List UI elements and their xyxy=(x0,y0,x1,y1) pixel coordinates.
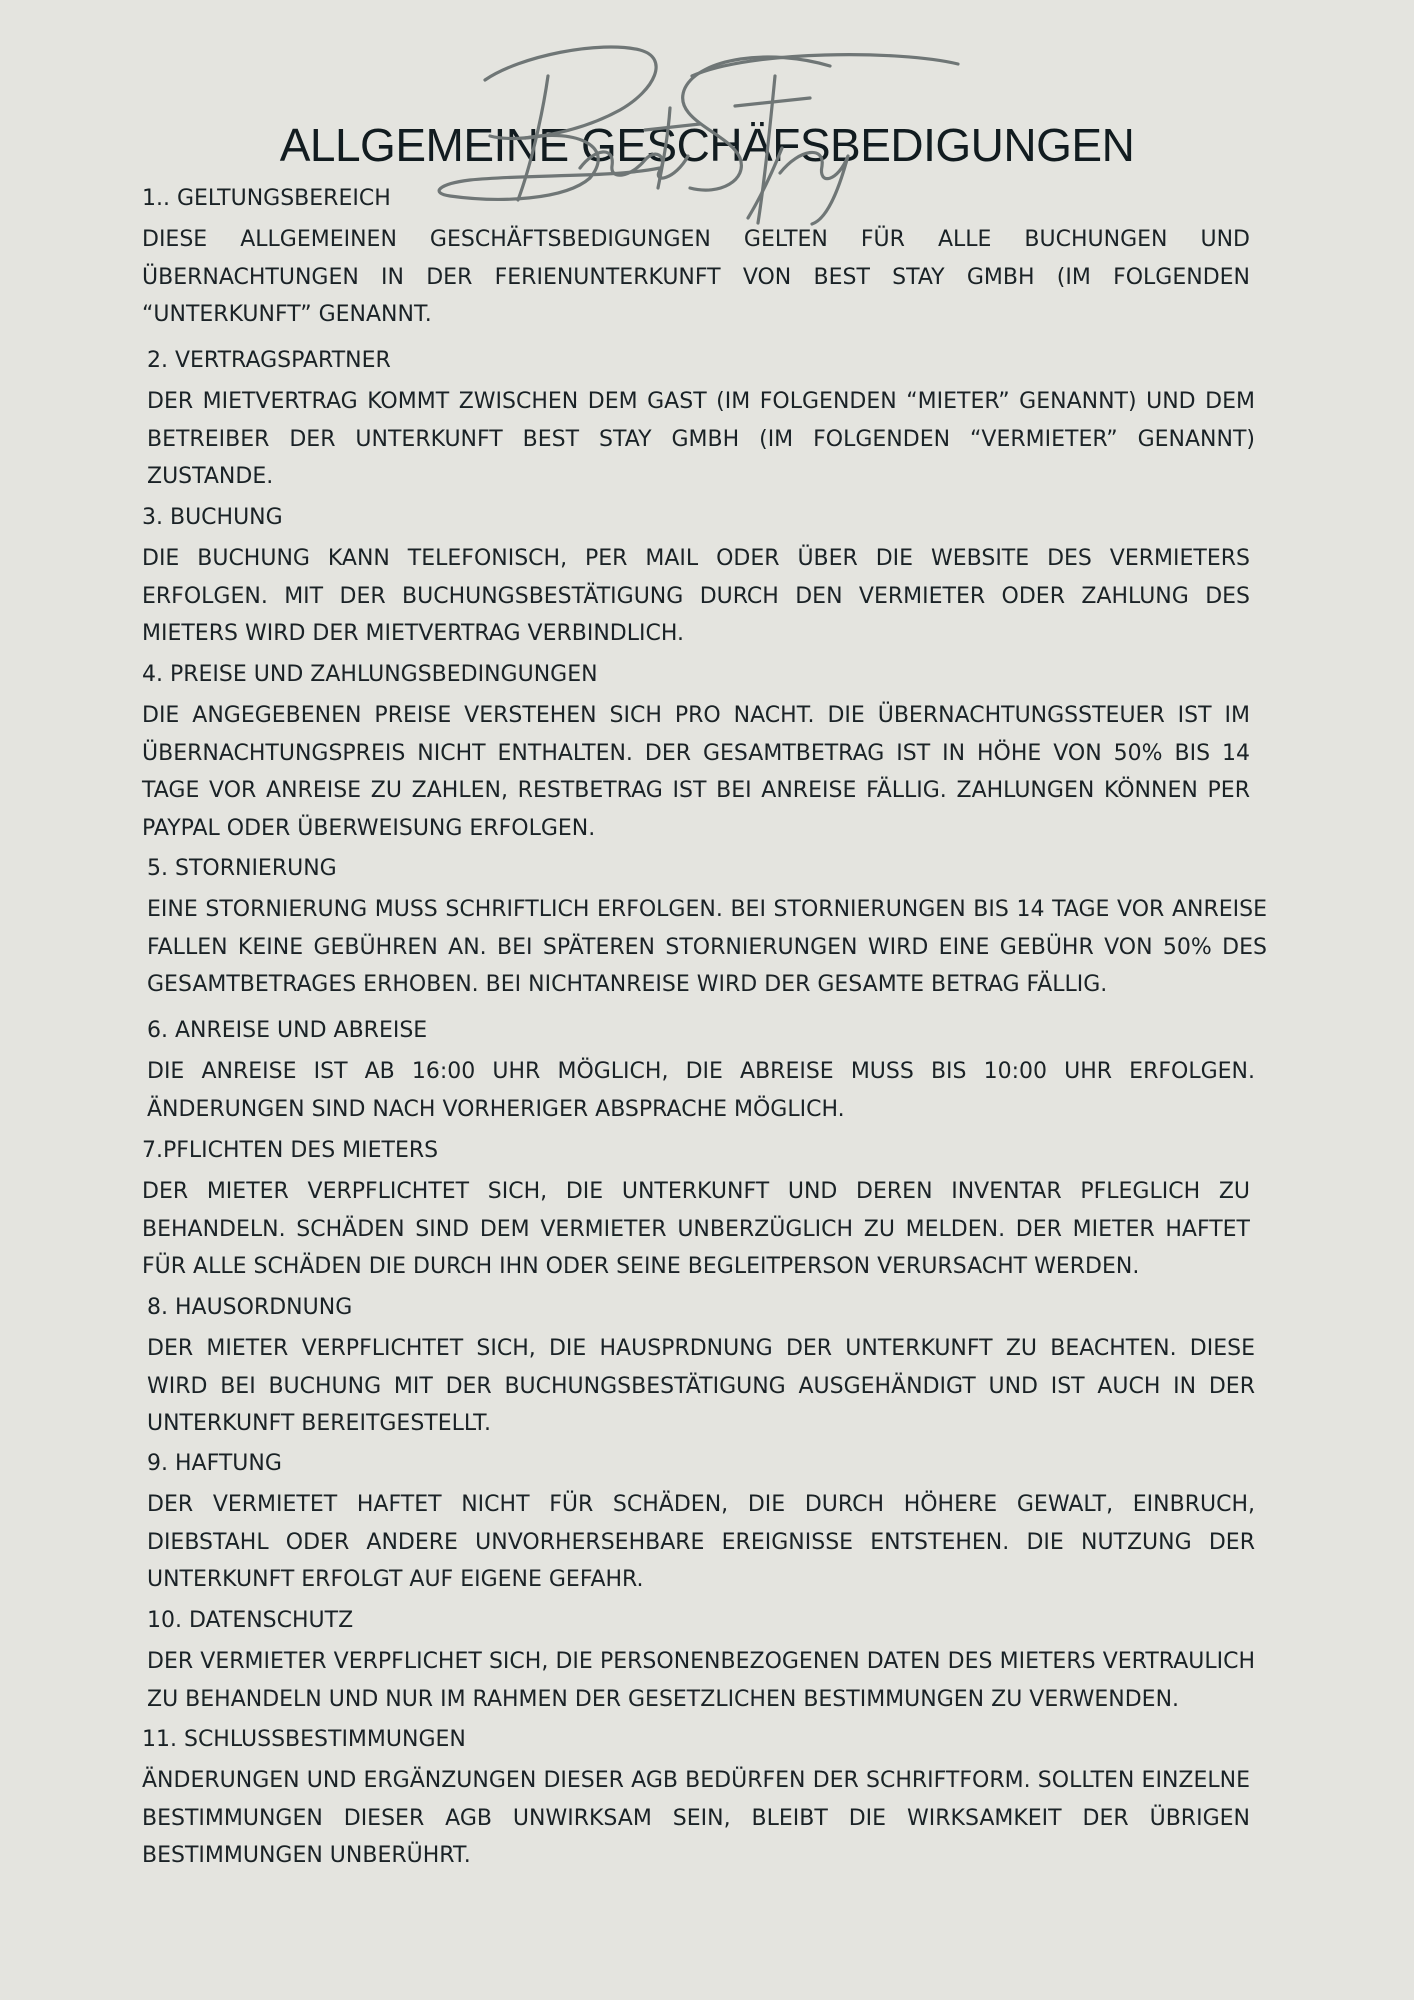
section-body: DIESE ALLGEMEINEN GESCHÄFTSBEDIGUNGEN GELTEN FÜR ALLE BUCHUNGEN UND ÜBERNACHTUNGEN IN DER FERIENUNTERKUNFT VON BEST STAY GMBH (IM FOLGENDEN “UNTERKUNFT” GENANNT. xyxy=(142,227,1250,327)
section-heading: 8. HAUSORDNUNG xyxy=(147,1295,353,1320)
section-body: DER MIETER VERPFLICHTET SICH, DIE HAUSPRDNUNG DER UNTERKUNFT ZU BEACHTEN. DIESE WIRD BEI BUCHUNG MIT DER BUCHUNGSBESTÄTIGUNG AUSGEHÄNDIGT UND IST AUCH IN DER UNTERKUNFT BEREITGESTELLT. xyxy=(147,1336,1255,1436)
section-body: DIE BUCHUNG KANN TELEFONISCH, PER MAIL ODER ÜBER DIE WEBSITE DES VERMIETERS ERFOLGEN. MIT DER BUCHUNGSBESTÄTIGUNG DURCH DEN VERMIETER ODER ZAHLUNG DES MIETERS WIRD DER MIETVERTRAG VERBINDLICH. xyxy=(142,546,1250,646)
section-vertragspartner xyxy=(147,346,1255,496)
section-heading: 1.. GELTUNGSBEREICH xyxy=(142,186,391,211)
section-buchung xyxy=(142,503,1250,653)
section-heading: 5. STORNIERUNG xyxy=(147,856,337,881)
section-heading: 3. BUCHUNG xyxy=(142,505,283,530)
section-heading: 11. SCHLUSSBESTIMMUNGEN xyxy=(142,1727,466,1752)
section-body: EINE STORNIERUNG MUSS SCHRIFTLICH ERFOLGEN. BEI STORNIERUNGEN BIS 14 TAGE VOR ANREISE FALLEN KEINE GEBÜHREN AN. BEI SPÄTEREN STORNIERUNGEN WIRD EINE GEBÜHR VON 50% DES GESAMTBETRAGES ERHOBEN. BEI NICHTANREISE WIRD DER GESAMTE BETRAG FÄLLIG. xyxy=(147,897,1267,997)
section-heading: 6. ANREISE UND ABREISE xyxy=(147,1018,428,1043)
section-body: DER VERMIETET HAFTET NICHT FÜR SCHÄDEN, DIE DURCH HÖHERE GEWALT, EINBRUCH, DIEBSTAHL ODER ANDERE UNVORHERSEHBARE EREIGNISSE ENTSTEHEN. DIE NUTZUNG DER UNTERKUNFT ERFOLGT AUF EIGENE GEFAHR. xyxy=(147,1492,1255,1592)
section-heading: 7.PFLICHTEN DES MIETERS xyxy=(142,1138,439,1163)
section-datenschutz xyxy=(147,1606,1255,1718)
document-title: ALLGEMEINE GESCHÄFSBEDIGUNGEN xyxy=(279,119,1135,171)
section-anreise-und-abreise xyxy=(147,1016,1255,1128)
section-body: DER MIETER VERPFLICHTET SICH, DIE UNTERKUNFT UND DEREN INVENTAR PFLEGLICH ZU BEHANDELN. SCHÄDEN SIND DEM VERMIETER UNBERZÜGLICH ZU MELDEN. DER MIETER HAFTET FÜR ALLE SCHÄDEN DIE DURCH IHN ODER SEINE BEGLEITPERSON VERURSACHT WERDEN. xyxy=(142,1179,1250,1279)
section-body: DER MIETVERTRAG KOMMT ZWISCHEN DEM GAST (IM FOLGENDEN “MIETER” GENANNT) UND DEM BETREIBER DER UNTERKUNFT BEST STAY GMBH (IM FOLGENDEN “VERMIETER” GENANNT) ZUSTANDE. xyxy=(147,389,1255,489)
section-body: DER VERMIETER VERPFLICHET SICH, DIE PERSONENBEZOGENEN DATEN DES MIETERS VERTRAULICH ZU BEHANDELN UND NUR IM RAHMEN DER GESETZLICHEN BESTIMMUNGEN ZU VERWENDEN. xyxy=(147,1649,1255,1712)
section-pflichten-des-mieters xyxy=(142,1136,1250,1286)
section-heading: 9. HAFTUNG xyxy=(147,1451,282,1476)
section-heading: 2. VERTRAGSPARTNER xyxy=(147,348,391,373)
section-body: DIE ANREISE IST AB 16:00 UHR MÖGLICH, DIE ABREISE MUSS BIS 10:00 UHR ERFOLGEN. ÄNDERUNGEN SIND NACH VORHERIGER ABSPRACHE MÖGLICH. xyxy=(147,1059,1255,1122)
section-heading: 4. PREISE UND ZAHLUNGSBEDINGUNGEN xyxy=(142,662,598,687)
section-body: ÄNDERUNGEN UND ERGÄNZUNGEN DIESER AGB BEDÜRFEN DER SCHRIFTFORM. SOLLTEN EINZELNE BESTIMMUNGEN DIESER AGB UNWIRKSAM SEIN, BLEIBT DIE WIRKSAMKEIT DER ÜBRIGEN BESTIMMUNGEN UNBERÜHRT. xyxy=(142,1768,1250,1868)
section-schlussbestimmungen xyxy=(142,1725,1250,1875)
section-haftung xyxy=(147,1449,1255,1599)
section-heading: 10. DATENSCHUTZ xyxy=(147,1608,354,1633)
section-geltungsbereich xyxy=(142,184,1250,334)
section-hausordnung xyxy=(147,1293,1255,1443)
section-body: DIE ANGEGEBENEN PREISE VERSTEHEN SICH PRO NACHT. DIE ÜBERNACHTUNGSSTEUER IST IM ÜBERNACHTUNGSPREIS NICHT ENTHALTEN. DER GESAMTBETRAG IST IN HÖHE VON 50% BIS 14 TAGE VOR ANREISE ZU ZAHLEN, RESTBETRAG IST BEI ANREISE FÄLLIG. ZAHLUNGEN KÖNNEN PER PAYPAL ODER ÜBERWEISUNG ERFOLGEN. xyxy=(142,703,1250,841)
section-preise-und-zahlungsbedingungen xyxy=(142,660,1250,847)
section-stornierung xyxy=(147,854,1267,1004)
